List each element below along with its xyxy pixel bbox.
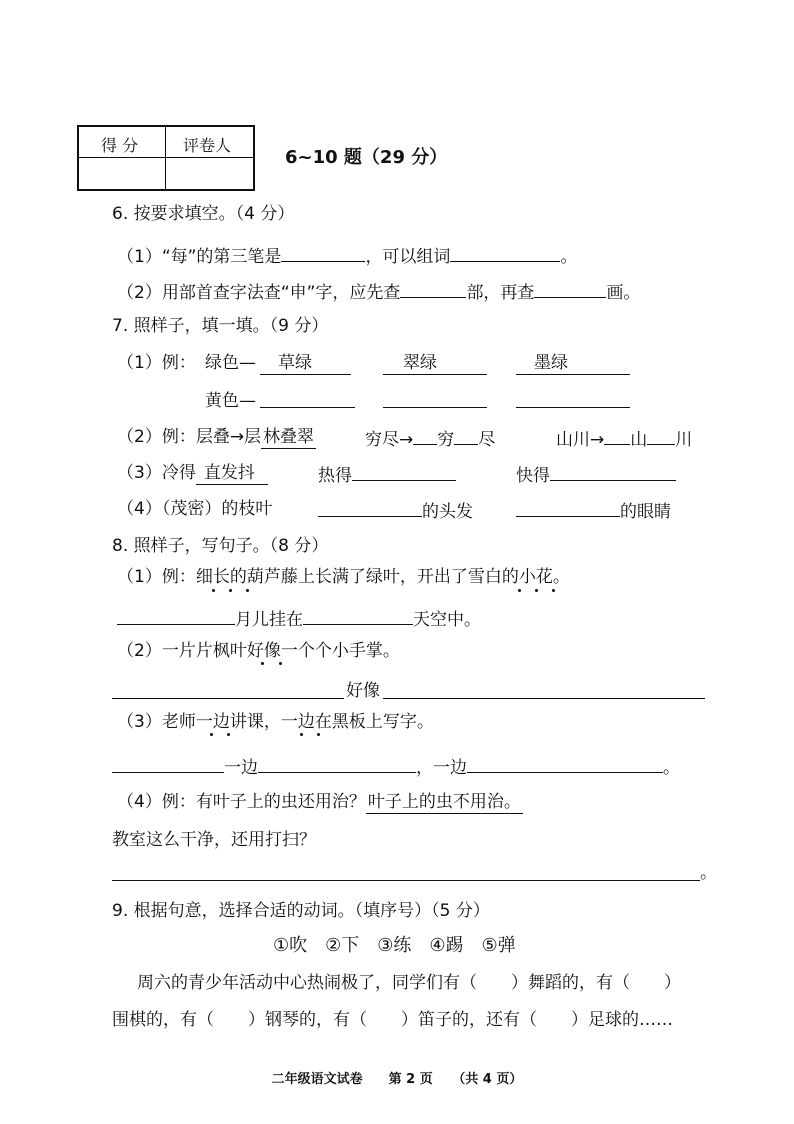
q7-row3-c bbox=[516, 462, 676, 487]
q9-title: 9. 根据句意，选择合适的动词。（填序号）（5 分） bbox=[112, 901, 490, 921]
q7-row3-b bbox=[318, 462, 456, 487]
q7-row4-text: 的眼睛 bbox=[620, 502, 671, 522]
answer-blank[interactable] bbox=[647, 426, 675, 445]
q8-p4-question: 教室这么干净，还用打扫？ bbox=[112, 830, 316, 850]
q8-p2-fill: 好像 bbox=[346, 681, 380, 701]
answer-blank[interactable] bbox=[550, 462, 676, 481]
q7-row2-text: 穷 bbox=[437, 430, 455, 450]
q7-row3-text: 快得 bbox=[516, 466, 550, 486]
emphasis-dot bbox=[210, 733, 213, 736]
q7-answer: 翠绿 bbox=[383, 352, 487, 375]
answer-blank[interactable] bbox=[112, 698, 344, 699]
q8-p4-text: （4）例：有叶子上的虫还用治？ bbox=[117, 792, 366, 812]
score-label: 得 分 bbox=[101, 136, 139, 155]
q7-row2-text: 川 bbox=[675, 430, 693, 450]
emphasis-dot bbox=[227, 733, 230, 736]
q8-p1-fill bbox=[117, 606, 481, 631]
q8-p2-example: （2）一片片枫叶好像一个个小手掌。 bbox=[117, 641, 400, 661]
emphasis-dot bbox=[552, 589, 555, 592]
q7-answer: 林叠翠 bbox=[263, 427, 315, 447]
q7-row2-text: （2）例：层叠→层 bbox=[117, 427, 262, 447]
q7-row1-word: 绿色— bbox=[205, 353, 256, 373]
q8-p1-text: 月儿挂在 bbox=[235, 610, 303, 630]
emphasis-dot bbox=[317, 733, 320, 736]
q7-row4-c bbox=[516, 498, 671, 523]
answer-blank[interactable] bbox=[383, 407, 487, 408]
answer-blank[interactable] bbox=[281, 243, 365, 262]
answer-blank[interactable] bbox=[604, 426, 630, 445]
answer-blank[interactable] bbox=[258, 754, 416, 773]
answer-blank[interactable] bbox=[467, 754, 663, 773]
q7-answer: 草绿 bbox=[260, 352, 351, 375]
q7-row2-b bbox=[365, 426, 495, 451]
q8-p1-text: 天空中。 bbox=[413, 610, 481, 630]
table-divider bbox=[165, 127, 166, 189]
q6-p1-text: ，可以组词 bbox=[365, 247, 451, 267]
q8-p4-end: 。 bbox=[700, 863, 717, 883]
emphasis-dot bbox=[212, 589, 215, 592]
q7-answer: 墨绿 bbox=[516, 352, 630, 375]
q7-row4-label: （4）（茂密）的枝叶 bbox=[117, 499, 273, 519]
q8-p3-fill bbox=[112, 754, 680, 779]
answer-blank[interactable] bbox=[413, 426, 437, 445]
page-footer: 二年级语文试卷 第 2 页 （共 4 页） bbox=[271, 1072, 523, 1087]
emphasis-dot bbox=[261, 662, 264, 665]
q7-row2-text: 尽 bbox=[478, 430, 496, 450]
q7-row3 bbox=[117, 462, 268, 485]
answer-blank[interactable] bbox=[516, 498, 620, 517]
score-table bbox=[77, 125, 255, 191]
q6-title: 6. 按要求填空。（4 分） bbox=[112, 204, 295, 224]
q9-text-line2: 围棋的，有（ ）钢琴的，有（ ）笛子的，还有（ ）足球的…… bbox=[112, 1010, 673, 1030]
q8-p3-example: （3）老师一边讲课，一边在黑板上写字。 bbox=[117, 712, 434, 732]
answer-blank[interactable] bbox=[534, 279, 606, 298]
q6-p2-text: 画。 bbox=[606, 283, 641, 303]
answer-blank[interactable] bbox=[112, 880, 700, 881]
q6-p2-text: （2）用部首查字法查“申”字，应先查 bbox=[117, 283, 401, 303]
q6-p1-text: 。 bbox=[560, 247, 578, 267]
emphasis-dot bbox=[518, 589, 521, 592]
answer-blank[interactable] bbox=[303, 606, 413, 625]
q6-p1-text: （1）“每”的第三笔是 bbox=[117, 247, 282, 267]
q7-row4-b bbox=[318, 498, 473, 523]
q7-row2-c bbox=[556, 426, 692, 451]
section-title: 6~10 题（29 分） bbox=[285, 147, 448, 168]
q7-row1b-word: 黄色— bbox=[205, 391, 256, 411]
q7-row2 bbox=[117, 426, 316, 449]
emphasis-dot bbox=[279, 662, 282, 665]
q6-part2 bbox=[117, 279, 640, 304]
answer-blank[interactable] bbox=[400, 279, 466, 298]
q7-row3-text: 热得 bbox=[318, 466, 352, 486]
q8-title: 8. 照样子，写句子。（8 分） bbox=[112, 536, 329, 556]
emphasis-dot bbox=[246, 589, 249, 592]
q8-p4-example bbox=[117, 791, 523, 814]
answer-blank[interactable] bbox=[117, 606, 235, 625]
q7-title: 7. 照样子，填一填。（9 分） bbox=[112, 316, 329, 336]
q8-p4-answer: 叶子上的虫不用治。 bbox=[367, 792, 521, 812]
answer-blank[interactable] bbox=[260, 407, 355, 408]
q7-row1-label: （1）例： bbox=[117, 353, 196, 373]
q9-options: ①吹 ②下 ③练 ④踢 ⑤弹 bbox=[273, 935, 516, 956]
q6-p2-text: 部，再查 bbox=[466, 283, 535, 303]
q7-answer: 直发抖 bbox=[196, 462, 268, 485]
q7-row2-text: 山川→ bbox=[556, 430, 605, 450]
q7-row2-text: 穷尽→ bbox=[365, 430, 414, 450]
answer-blank[interactable] bbox=[318, 498, 422, 517]
q8-p1-example: （1）例：细长的葫芦藤上长满了绿叶，开出了雪白的小花。 bbox=[117, 567, 570, 587]
q7-row3-text: （3）冷得 bbox=[117, 463, 196, 483]
emphasis-dot bbox=[300, 733, 303, 736]
q8-p3-text: 。 bbox=[663, 758, 680, 778]
grader-label: 评卷人 bbox=[183, 136, 232, 155]
q9-text-line1: 周六的青少年活动中心热闹极了，同学们有（ ）舞蹈的，有（ ） bbox=[137, 973, 681, 993]
q7-row4-text: 的头发 bbox=[422, 502, 473, 522]
answer-blank[interactable] bbox=[383, 698, 705, 699]
answer-blank[interactable] bbox=[450, 243, 560, 262]
q8-p3-text: ，一边 bbox=[416, 758, 467, 778]
answer-blank[interactable] bbox=[516, 407, 630, 408]
answer-blank[interactable] bbox=[454, 426, 478, 445]
emphasis-dot bbox=[535, 589, 538, 592]
q6-part1 bbox=[117, 243, 577, 268]
q8-p3-text: 一边 bbox=[224, 758, 258, 778]
answer-blank[interactable] bbox=[112, 754, 224, 773]
answer-blank[interactable] bbox=[352, 462, 456, 481]
q7-row2-text: 山 bbox=[630, 430, 648, 450]
table-divider bbox=[79, 157, 253, 158]
emphasis-dot bbox=[229, 589, 232, 592]
